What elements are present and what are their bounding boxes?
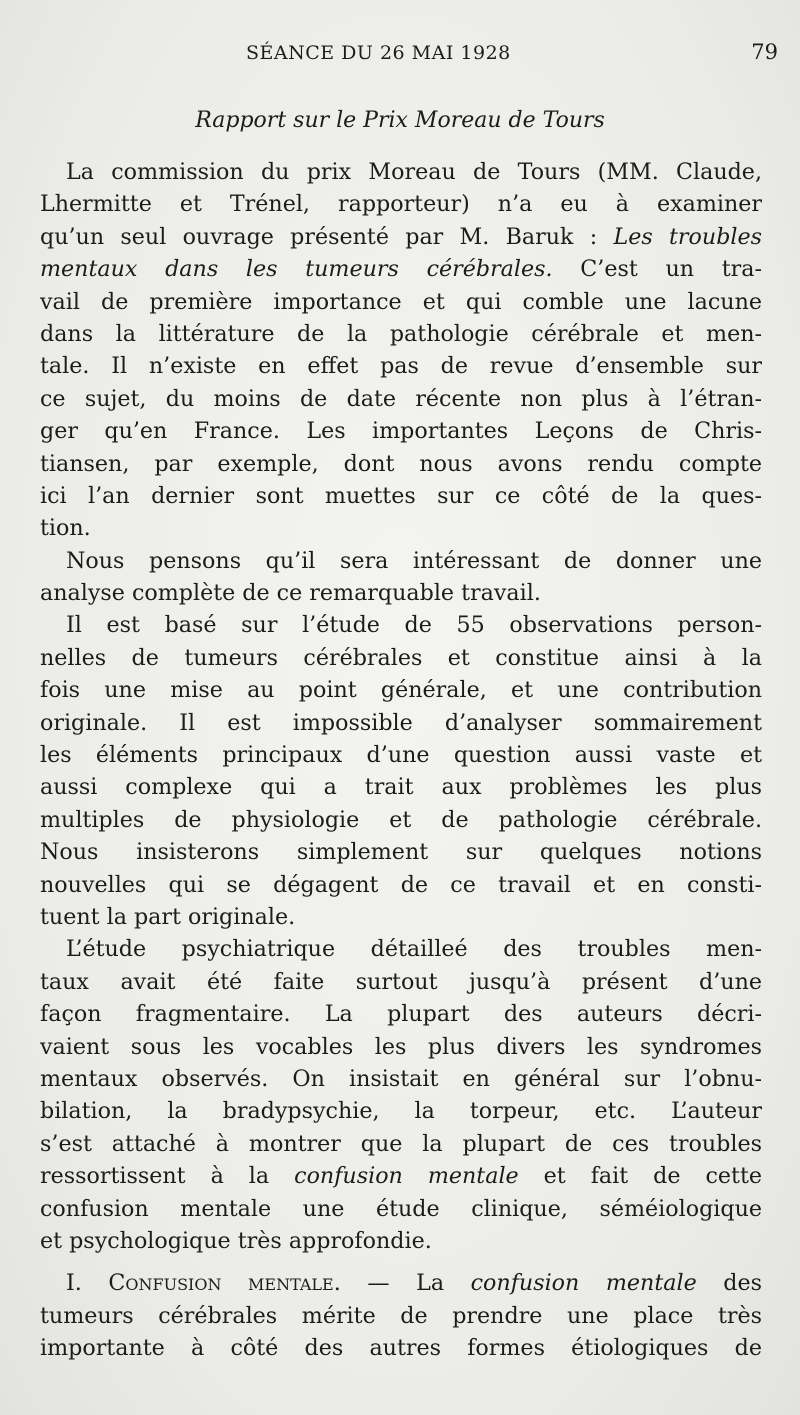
text-span: — La xyxy=(367,1270,445,1297)
text-line: Nous insisterons simplement sur quelques notions xyxy=(40,839,762,866)
text-line: tale. Il n’existe en effet pas de revue d’ensemble sur xyxy=(40,353,762,380)
text-line: vaient sous les vocables les plus divers les syndromes xyxy=(40,1033,762,1060)
text-span: et fait de cette xyxy=(543,1163,762,1190)
text-line xyxy=(40,253,762,285)
running-title: SÉANCE DU 26 MAI 1928 xyxy=(246,42,511,64)
text-line xyxy=(40,1267,762,1299)
text-line: analyse complète de ce remarquable travail. xyxy=(40,580,541,607)
page-number: 79 xyxy=(751,40,778,64)
text-span: des xyxy=(723,1270,762,1297)
text-line: mentaux observés. On insistait en général sur l’obnu- xyxy=(40,1065,762,1092)
text-span: C’est un tra- xyxy=(580,256,762,283)
text-line: Il est basé sur l’étude de 55 observations person- xyxy=(66,612,762,639)
text-line: La commission du prix Moreau de Tours (MM. Claude, xyxy=(66,159,762,185)
body-text xyxy=(40,156,762,1364)
text-line: multiples de physiologie et de pathologie cérébrale. xyxy=(40,806,762,833)
text-line: et psychologique très approfondie. xyxy=(40,1227,432,1254)
term-italic: confusion mentale xyxy=(294,1163,519,1190)
text-line: importante à côté des autres formes étiologiques de xyxy=(40,1335,762,1362)
paragraph-gap xyxy=(40,1257,762,1267)
text-line xyxy=(40,221,762,253)
text-line: s’est attaché à montrer que la plupart de ces troubles xyxy=(40,1130,762,1157)
book-title-italic: mentaux dans les tumeurs cérébrales. xyxy=(40,256,553,283)
term-italic: confusion mentale xyxy=(470,1270,697,1297)
text-line: tiansen, par exemple, dont nous avons rendu compte xyxy=(40,450,762,477)
text-line: les éléments principaux d’une question aussi vaste et xyxy=(40,742,762,769)
text-line: confusion mentale une étude clinique, séméiologique xyxy=(40,1195,762,1222)
text-line: tuent la part originale. xyxy=(40,903,296,930)
section-heading-smallcaps: Confusion mentale. xyxy=(108,1270,341,1297)
text-line: tumeurs cérébrales mérite de prendre une place très xyxy=(40,1302,762,1329)
book-title-italic: Les troubles xyxy=(613,223,762,250)
running-head xyxy=(0,38,800,78)
section-title: Rapport sur le Prix Moreau de Tours xyxy=(195,108,605,133)
text-line: Lhermitte et Trénel, rapporteur) n’a eu à examiner xyxy=(40,191,762,218)
text-line: Nous pensons qu’il sera intéressant de donner une xyxy=(66,547,762,574)
text-line: fois une mise au point générale, et une contribution xyxy=(40,677,762,704)
text-line: nouvelles qui se dégagent de ce travail et en consti- xyxy=(40,871,762,898)
text-line: tion. xyxy=(40,515,91,542)
text-line xyxy=(40,1160,762,1192)
text-line: aussi complexe qui a trait aux problèmes les plus xyxy=(40,774,762,801)
text-line: façon fragmentaire. La plupart des auteurs décri- xyxy=(40,1001,762,1028)
text-span: I. xyxy=(66,1270,82,1297)
text-line: ce sujet, du moins de date récente non plus à l’étran- xyxy=(40,385,762,412)
text-line: ger qu’en France. Les importantes Leçons de Chris- xyxy=(40,418,762,445)
text-line: originale. Il est impossible d’analyser sommairement xyxy=(40,709,762,736)
text-span: qu’un seul ouvrage présenté par M. Baruk : xyxy=(40,223,598,250)
text-line: bilation, la bradypsychie, la torpeur, etc. L’auteur xyxy=(40,1098,762,1125)
text-line: vail de première importance et qui comble une lacune xyxy=(40,288,762,315)
text-line: nelles de tumeurs cérébrales et constitue ainsi à la xyxy=(40,644,762,671)
text-line: dans la littérature de la pathologie cérébrale et men- xyxy=(40,320,762,347)
text-line: ici l’an dernier sont muettes sur ce côté de la ques- xyxy=(40,482,762,509)
text-line: taux avait été faite surtout jusqu’à présent d’une xyxy=(40,968,762,995)
text-line: L’étude psychiatrique détailleé des troubles men- xyxy=(66,936,762,963)
text-span: ressortissent à la xyxy=(40,1163,270,1190)
